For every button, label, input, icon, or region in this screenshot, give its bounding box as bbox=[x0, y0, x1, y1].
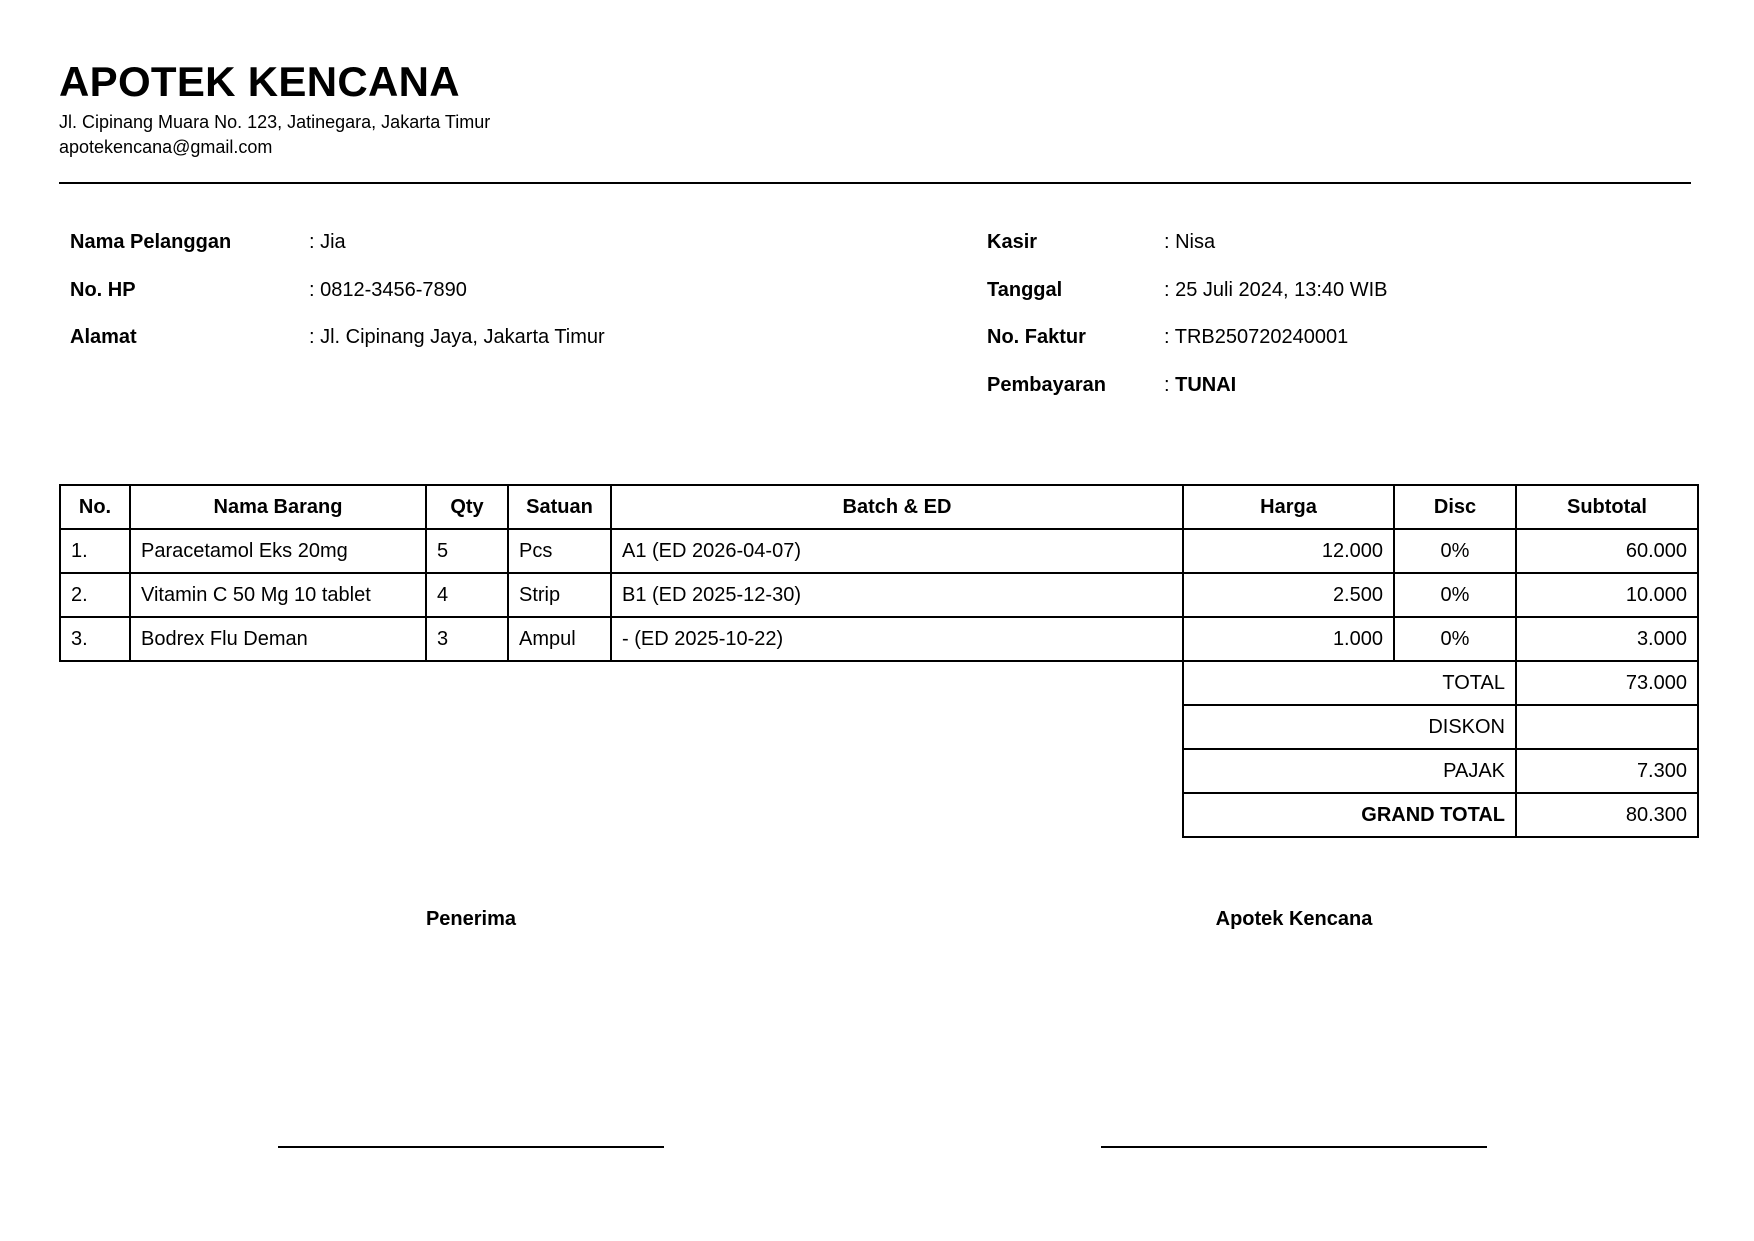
header-unit: Satuan bbox=[508, 485, 611, 529]
row-price: 2.500 bbox=[1183, 573, 1394, 617]
table-header-row bbox=[60, 485, 1698, 529]
header-item-name: Nama Barang bbox=[130, 485, 426, 529]
row-unit: Ampul bbox=[508, 617, 611, 661]
row-subtotal: 60.000 bbox=[1516, 529, 1698, 573]
header-batch-ed: Batch & ED bbox=[611, 485, 1183, 529]
row-subtotal: 10.000 bbox=[1516, 573, 1698, 617]
row-qty: 3 bbox=[426, 617, 508, 661]
row-item-name: Paracetamol Eks 20mg bbox=[130, 529, 426, 573]
customer-address-label: Alamat bbox=[70, 326, 137, 348]
row-qty: 4 bbox=[426, 573, 508, 617]
row-no: 3. bbox=[60, 617, 130, 661]
discount-value bbox=[1516, 705, 1698, 749]
payment-prefix: : bbox=[1164, 374, 1176, 396]
row-batch-ed: - (ED 2025-10-22) bbox=[611, 617, 1183, 661]
tax-value: 7.300 bbox=[1516, 749, 1698, 793]
grand-total-label: GRAND TOTAL bbox=[1183, 793, 1516, 837]
row-subtotal: 3.000 bbox=[1516, 617, 1698, 661]
row-item-name: Vitamin C 50 Mg 10 tablet bbox=[130, 573, 426, 617]
receiver-signature-title: Penerima bbox=[425, 908, 517, 930]
row-qty: 5 bbox=[426, 529, 508, 573]
date-value: : 25 Juli 2024, 13:40 WIB bbox=[1164, 279, 1388, 301]
payment-value-wrapper bbox=[1164, 374, 1236, 397]
table-row bbox=[60, 617, 1698, 661]
receiver-signature-line bbox=[278, 1146, 664, 1148]
header-price: Harga bbox=[1183, 485, 1394, 529]
store-address: Jl. Cipinang Muara No. 123, Jatinegara, Jakarta Timur bbox=[59, 112, 491, 132]
customer-name-label: Nama Pelanggan bbox=[70, 231, 232, 253]
discount-label: DISKON bbox=[1183, 705, 1516, 749]
header-no: No. bbox=[60, 485, 130, 529]
total-value: 73.000 bbox=[1516, 661, 1698, 705]
store-signature-title: Apotek Kencana bbox=[1215, 908, 1373, 930]
invoice-number-value: : TRB250720240001 bbox=[1164, 326, 1349, 348]
row-disc: 0% bbox=[1394, 617, 1516, 661]
cashier-label: Kasir bbox=[987, 231, 1038, 253]
grand-total-value: 80.300 bbox=[1516, 793, 1698, 837]
summary-row-discount bbox=[60, 705, 1698, 749]
summary-row-total bbox=[60, 661, 1698, 705]
row-no: 2. bbox=[60, 573, 130, 617]
customer-name-value: : Jia bbox=[309, 231, 346, 253]
cashier-value: : Nisa bbox=[1164, 231, 1216, 253]
row-disc: 0% bbox=[1394, 573, 1516, 617]
store-email: apotekencana@gmail.com bbox=[59, 137, 273, 157]
table-row bbox=[60, 529, 1698, 573]
header-qty: Qty bbox=[426, 485, 508, 529]
payment-label: Pembayaran bbox=[987, 374, 1106, 396]
items-table bbox=[59, 484, 1699, 838]
row-batch-ed: B1 (ED 2025-12-30) bbox=[611, 573, 1183, 617]
row-price: 1.000 bbox=[1183, 617, 1394, 661]
header-subtotal: Subtotal bbox=[1516, 485, 1698, 529]
payment-method: TUNAI bbox=[1175, 374, 1237, 396]
row-unit: Strip bbox=[508, 573, 611, 617]
store-signature-line bbox=[1101, 1146, 1487, 1148]
customer-phone-label: No. HP bbox=[70, 279, 136, 301]
tax-label: PAJAK bbox=[1183, 749, 1516, 793]
customer-phone-value: : 0812-3456-7890 bbox=[309, 279, 467, 301]
row-unit: Pcs bbox=[508, 529, 611, 573]
row-batch-ed: A1 (ED 2026-04-07) bbox=[611, 529, 1183, 573]
header-divider bbox=[59, 182, 1691, 184]
row-item-name: Bodrex Flu Deman bbox=[130, 617, 426, 661]
header-disc: Disc bbox=[1394, 485, 1516, 529]
store-name: APOTEK KENCANA bbox=[59, 58, 460, 105]
table-row bbox=[60, 573, 1698, 617]
summary-row-grand-total bbox=[60, 793, 1698, 837]
customer-address-value: : Jl. Cipinang Jaya, Jakarta Timur bbox=[309, 326, 605, 348]
total-label: TOTAL bbox=[1183, 661, 1516, 705]
row-disc: 0% bbox=[1394, 529, 1516, 573]
row-price: 12.000 bbox=[1183, 529, 1394, 573]
invoice-number-label: No. Faktur bbox=[987, 326, 1086, 348]
summary-row-tax bbox=[60, 749, 1698, 793]
row-no: 1. bbox=[60, 529, 130, 573]
date-label: Tanggal bbox=[987, 279, 1063, 301]
